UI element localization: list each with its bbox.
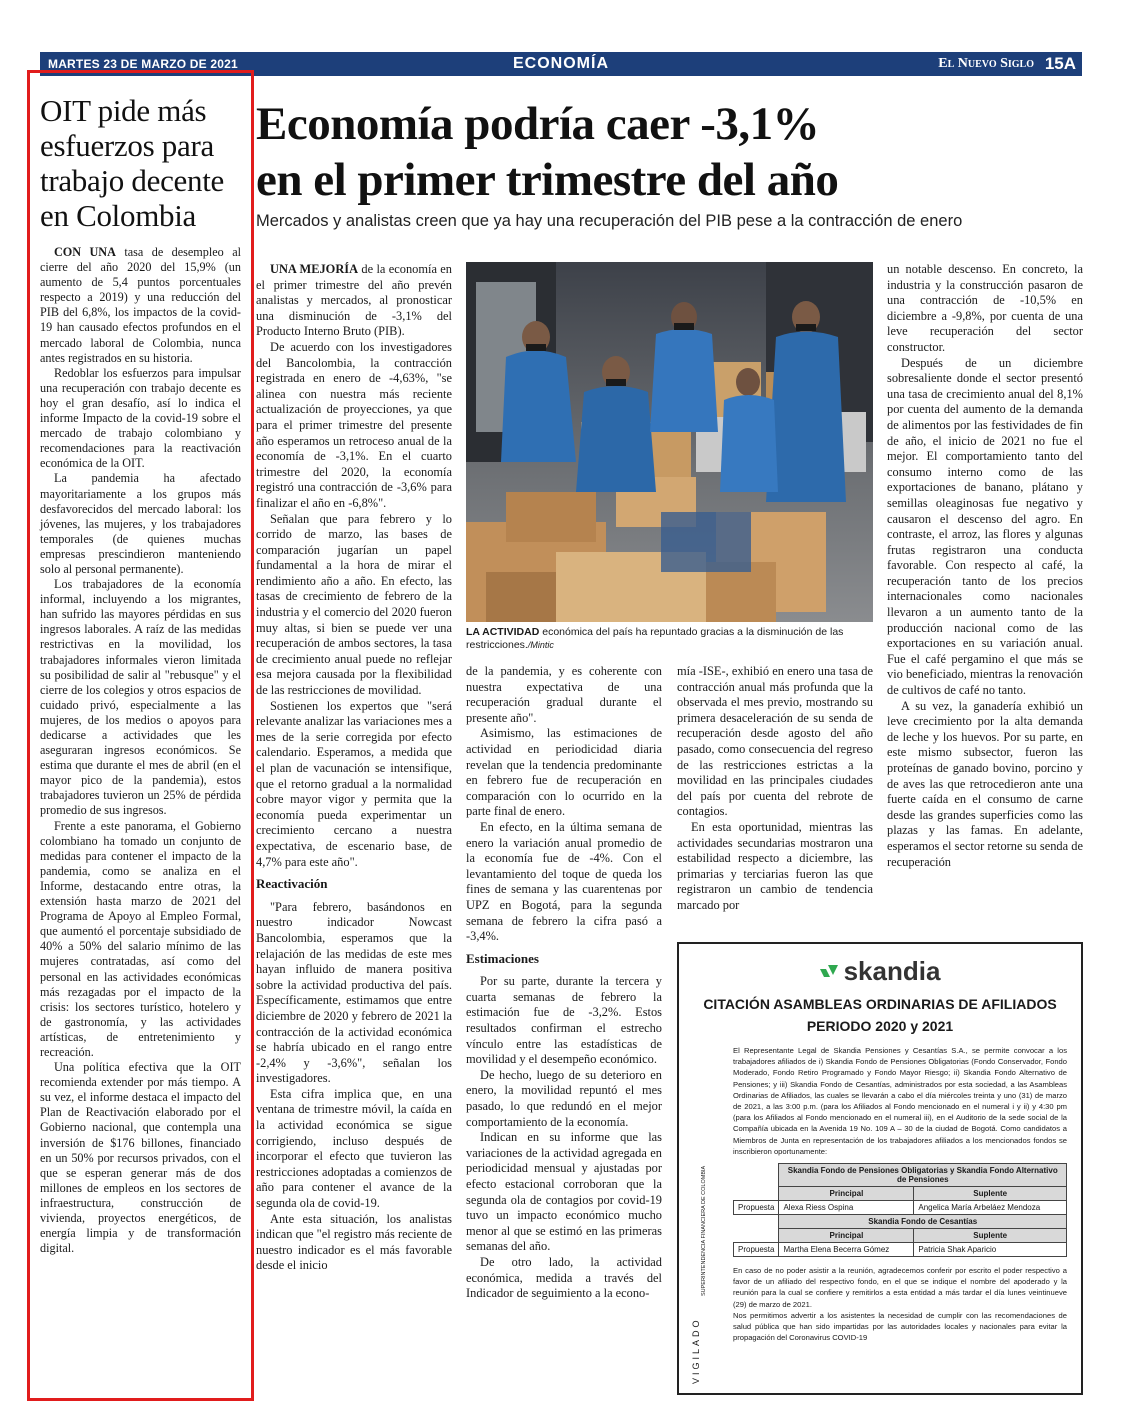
article-deck: Mercados y analistas creen que ya hay una recuperación del PIB pese a la contracción de enero: [256, 212, 963, 230]
article-paragraph: Por su parte, durante la tercera y cuarta semanas de febrero la estimación fue de -3,2%. Estos resultados confirman el estrecho vínculo entre las estadísticas de movilidad y el desempeño económico.: [466, 974, 662, 1067]
section-title: ECONOMÍA: [513, 55, 609, 72]
caption-text: económica del país ha repuntado gracias a la disminución de las restricciones.: [466, 626, 844, 651]
article-paragraph: Sostienen los expertos que "será relevante analizar las variaciones mes a mes de la serie corregida por efecto calendario. Esperamos, a medida que el plan de vacunación se intensifique, que el retorno gradual a la normalidad cobre mayor vigor y permita que la economía pueda experimentar un crecimiento cercano a nuestra expectativa, de escenario base, de 4,7% para este año".: [256, 698, 452, 869]
subhead-estimaciones: Estimaciones: [466, 950, 539, 966]
headline-line-1: Economía podría caer -3,1%: [256, 98, 820, 150]
newspaper-brand: El Nuevo Siglo: [938, 56, 1034, 71]
table-cell-principal: Alexa Riess Ospina: [779, 1201, 914, 1215]
sidebar-body: [40, 245, 241, 1256]
article-paragraph: De hecho, luego de su deterioro en enero, la movilidad repuntó el mes pasado, lo que redundó en el mejor comportamiento de la economía.: [466, 1067, 662, 1129]
article-paragraph: [256, 262, 452, 340]
table-cell-principal: Martha Elena Becerra Gómez: [779, 1243, 914, 1257]
article-paragraph: "Para febrero, basándonos en nuestro indicador Nowcast Bancolombia, esperamos que la relajación de las medidas de este mes hayan influido de manera positiva sobre la actividad productiva del país. Específicamente, estimamos que entre diciembre de 2020 y febrero de 2021 la contracción de la actividad económica se habría ubicado en el rango entre -2,4% y -3,6%", señalan los investigadores.: [256, 899, 452, 1086]
skandia-logo-icon: [820, 965, 838, 981]
page-number: 15A: [1044, 54, 1076, 73]
table-col-principal: Principal: [779, 1229, 914, 1243]
table-col-suplente: Suplente: [914, 1229, 1067, 1243]
table-cell-suplente: Patricia Shak Aparicio: [914, 1243, 1067, 1257]
sidebar-paragraph: La pandemia ha afectado mayoritariamente a los grupos más desfavorecidos del mercado laboral: los jóvenes, las mujeres, y los trabajadores temporales (de quienes muchas empresas prescindieron manteniendo solo al personal permanente).: [40, 471, 241, 576]
article-paragraph: de la pandemia, y es coherente con nuestra expectativa de una recuperación gradual durante el presente año".: [466, 664, 662, 725]
article-paragraph-text: de la economía en el primer trimestre del año prevén analistas y mercados, al pronosticar una disminución de -3,1% del Producto Interno Bruto (PIB).: [256, 262, 452, 339]
article-paragraph: Esta cifra implica que, en una ventana de trimestre móvil, la caída en la actividad económica se sigue corrigiendo, incluso después de incorporar el efecto que tuvieron las restricciones adoptadas a comienzos de año para contener el avance de la segunda ola de covid-19.: [256, 1086, 452, 1211]
table-cell-suplente: Angelica María Arbeláez Mendoza: [914, 1201, 1067, 1215]
skandia-advertisement: [677, 942, 1083, 1395]
article-paragraph: Asimismo, las estimaciones de actividad en periodicidad diaria revelan que la tendencia predominante en febrero fue de recuperación en comparación con lo ocurrido en la parte final de enero.: [466, 726, 662, 819]
main-headline: [256, 96, 1086, 208]
sidebar-article: [27, 70, 254, 1401]
article-photo: [466, 262, 873, 622]
table-cell-empty: [734, 1187, 779, 1201]
sidebar-paragraph: Redoblar los esfuerzos para impulsar una recuperación con trabajo decente es hoy el gran desafío, así lo indica el informe Impacto de la covid-19 sobre el mercado de trabajo colombiano y recomendaciones para la reactivación económica de la OIT.: [40, 365, 241, 471]
article-column-2: [466, 664, 662, 1404]
sidebar-paragraph: Frente a este panorama, el Gobierno colombiano ha tomado un conjunto de medidas para contener el impacto de la pandemia, como se analiza en el Informe, destacando entre otras, la extensión hasta marzo de 2021 del Programa de Apoyo al Empleo Formal, que aumentó el porcentaje subsidiado de 40% a 50% del salario mínimo de las mujeres contratadas, así como del personal en las actividades económicas más rezagadas por el impacto de la crisis: los sectores turístico, hotelero y de gastronomía, y las actividades artísticas, de entretenimiento y recreación.: [40, 818, 241, 1059]
table-row-label: Propuesta: [734, 1201, 779, 1215]
ad-intro-text: El Representante Legal de Skandia Pensiones y Cesantías S.A., se permite convocar a los trabajadores afiliados de i) Skandia Fondo de Pensiones Obligatorias (Fondo Conservador, Fondo Moderado, Fondo Retiro Programado y Fondo Mayor Riesgo; ii) Skandia Fondo Alternativo de Pensiones; y iii) Skandia Fondo de Cesantías, administrados por esta sociedad, a las Asambleas Ordinarias de Afiliados, las cuales se llevarán a cabo el día miércoles treinta y uno (31) de marzo de 2021, a las 3:00 p.m. (para los Afiliados al Fondo mencionado en el numeral i y ii) y 4:30 pm (para los Afiliados al Fondo mencionado en el numeral iii), en el Auditorio de la sede social de la Compañía ubicada en la Avenida 19 No. 109 A – 30 de la ciudad de Bogotá. Como candidatos a Miembros de Junta en representación de los trabajadores afiliados a los mencionados fondos se inscribieron oportunamente:: [733, 1046, 1067, 1156]
sidebar-paragraph: Los trabajadores de la economía informal, incluyendo a los migrantes, han sufrido las mayores pérdidas en sus ingresos laborales. A raíz de las medidas restrictivas en la movilidad, los trabajadores informales vieron limitada su posibilidad de salir al "rebusque" y el cierre de los colegios y otros espacios de cuidado privó, especialmente a las mujeres, de los medios o apoyos para dedicarse a actividades que les aseguraran ingresos económicos. Se estima que durante el mes de abril (en el mayor pico de la pandemia), estos trabajadores tuvieron un 25% de pérdida promedio de sus ingresos.: [40, 577, 241, 818]
article-paragraph: De otro lado, la actividad económica, medida a través del Indicador de seguimiento a la econo-: [466, 1254, 662, 1301]
headline-line-2: en el primer trimestre del año: [256, 154, 839, 206]
skandia-logo-text: skandia: [843, 956, 941, 986]
table-row-label: Propuesta: [734, 1243, 779, 1257]
issue-date: MARTES 23 DE MARZO DE 2021: [48, 57, 238, 71]
article-paragraph: mía -ISE-, exhibió en enero una tasa de contracción anual más profunda que la observada el mes previo, mostrando su primera desaceleración de su senda de recuperación desde agosto del año pasado, como consecuencia del regreso de las restricciones estrictas a la movilidad en las principales ciudades del país por cuenta del rebrote de contagios.: [677, 664, 873, 819]
table-col-principal: Principal: [779, 1187, 914, 1201]
ad-title: [693, 993, 1067, 1037]
sidebar-paragraph: [40, 245, 241, 366]
candidates-table: [733, 1163, 1067, 1257]
superintendencia-label: SUPERINTENDENCIA FINANCIERA DE COLOMBIA: [701, 1165, 707, 1296]
article-column-4: [887, 262, 1083, 936]
sidebar-lead: CON UNA: [54, 245, 116, 259]
workers-packing-boxes-photo: [466, 262, 873, 622]
table-header-fund-2: Skandia Fondo de Cesantías: [779, 1215, 1067, 1229]
sidebar-paragraph: Una política efectiva que la OIT recomienda extender por más tiempo. A su vez, el informe destaca el impacto del Plan de Reactivación elaborado por el Gobierno nacional, que contempla una inversión de $176 billones, financiado en un 50% por recursos privados, con el que se esperan generar más de dos millones de empleos en los sectores de infraestructura, construcción de vivienda, proyectos energéticos, de energía limpia y de transformación digital.: [40, 1060, 241, 1256]
ad-title-line-1: CITACIÓN ASAMBLEAS ORDINARIAS DE AFILIADOS: [703, 996, 1057, 1012]
article-paragraph: Indican en su informe que las variaciones de la actividad agregada en periodicidad mensual y ajustadas por efecto estacional corroboran que la segunda ola de contagios por covid-19 tuvo un impacto económico mucho menor al que se estimó en las primeras semanas del año.: [466, 1130, 662, 1254]
article-paragraph: Ante esta situación, los analistas indican que "el registro más reciente de nuestro indicador es el más favorable desde el inicio: [256, 1211, 452, 1273]
sidebar-title: OIT pide más esfuerzos para trabajo decente en Colombia: [40, 93, 224, 233]
subhead-reactivacion: Reactivación: [256, 876, 328, 892]
skandia-logo: [693, 956, 1067, 987]
table-col-suplente: Suplente: [914, 1187, 1067, 1201]
article-column-1: [256, 262, 452, 1402]
table-header-fund-1: Skandia Fondo de Pensiones Obligatorias y Skandia Fondo Alternativo de Pensiones: [779, 1164, 1067, 1187]
article-paragraph: un notable descenso. En concreto, la industria y la construcción pasaron de una contracción de -10,5% en diciembre a -9,8%, por cuenta de una leve recuperación del sector constructor.: [887, 262, 1083, 354]
article-paragraph: Después de un diciembre sobresaliente donde el sector presentó una tasa de crecimiento anual del 8,1% por cuenta del aumento de la demanda de alimentos por las festividades de fin de año, el inicio de 2021 no fue el mejor. El comportamiento tanto del consumo interno como de las exportaciones de banano, plátano y semillas oleaginosas fue negativo y causaron el descenso del agro. En contraste, el arroz, las flores y algunas frutas registraron una conducta favorable. Con respecto al café, la recuperación tanto de los precios internacionales como nacionales llevaron a un aumento tanto de la producción nacional como de las exportaciones en su variación anual. Fue el café pergamino el que más se vio beneficiado, mientras la renovación de cultivos de café no tanto.: [887, 355, 1083, 698]
table-cell-empty: [734, 1164, 779, 1187]
table-cell-empty: [734, 1215, 779, 1229]
table-cell-empty: [734, 1229, 779, 1243]
caption-lead: LA ACTIVIDAD: [466, 626, 540, 638]
article-paragraph: En esta oportunidad, mientras las actividades secundarias mostraron una estabilidad respecto a diciembre, las primarias y terciarias fueron las que registraron un cambio de tendencia marcado por: [677, 819, 873, 912]
ad-footer-text-2: Nos permitimos advertir a los asistentes la necesidad de cumplir con las recomendaciones de salud pública que han sido impartidas por las autoridades locales y nacionales para evitar la propagación del Coronavirus COVID-19: [733, 1310, 1067, 1343]
caption-credit: /Mintic: [527, 640, 554, 650]
ad-footer-text-1: En caso de no poder asistir a la reunión, agradecemos conferir por escrito el poder respectivo a favor de un afiliado del respectivo fondo, en el que se indique el nombre del apoderado y la reunión para la cual se confiere y remitirlos a esta entidad a más tardar el día lunes veintinueve (29) de marzo de 2021.: [733, 1266, 1067, 1309]
article-lead: UNA MEJORÍA: [270, 262, 359, 276]
photo-caption: [466, 626, 873, 652]
article-paragraph: Señalan que para febrero y lo corrido de marzo, las bases de comparación jugarían un papel fundamental a la hora de mirar el rendimiento año a año. En efecto, las tasas de crecimiento de febrero de la industria y el comercio del 2020 fueron muy altas, si bien se puede ver una recuperación de ambos sectores, la tasa de crecimiento anual puede no reflejar esa mejora causada por la flexibilidad de las restricciones de movilidad.: [256, 511, 452, 698]
vigilado-label: VIGILADO: [691, 1317, 701, 1384]
vigilado-seal: [687, 1165, 715, 1384]
article-paragraph: De acuerdo con los investigadores del Bancolombia, la contracción registrada en enero de -4,63%, "se alinea con nuestra más reciente actualización de proyecciones, ya que para el primer trimestre del presente año esperamos un retroceso anual de la economía de -3,1%. En el cuarto trimestre del 2020, la economía registró una contracción de -3,6% para finalizar el año en -6,8%".: [256, 339, 452, 510]
article-paragraph: A su vez, la ganadería exhibió un leve crecimiento por la alta demanda de leche y los huevos. Por su parte, en este mismo subsector, fueron las proteínas de ganado bovino, porcino y de aves las que retrocedieron ante una fuerte caída en el consumo de carne desde las grandes superficies como las plazas y las famas. En adelante, esperamos el sector retorne su senda de recuperación: [887, 698, 1083, 869]
sidebar-paragraph-text: tasa de desempleo al cierre del año 2020 del 15,9% (un aumento de 5,4 puntos porcentuales respecto a 2019) y una reducción del PIB del 6,8%, los impactos de la covid-19 han causado efectos profundos en el mercado laboral de Colombia, nunca antes registrados en su historia.: [40, 245, 241, 365]
article-column-3: [677, 664, 873, 936]
article-paragraph: En efecto, en la última semana de enero la variación anual promedio de la economía fue de -4%. Con el levantamiento del toque de queda los fines de semana y las cuarentenas por UPZ en Bogotá, para la segunda semana de febrero la cifra pasó a -3,4%.: [466, 819, 662, 944]
ad-title-line-2: PERIODO 2020 y 2021: [806, 1018, 954, 1034]
